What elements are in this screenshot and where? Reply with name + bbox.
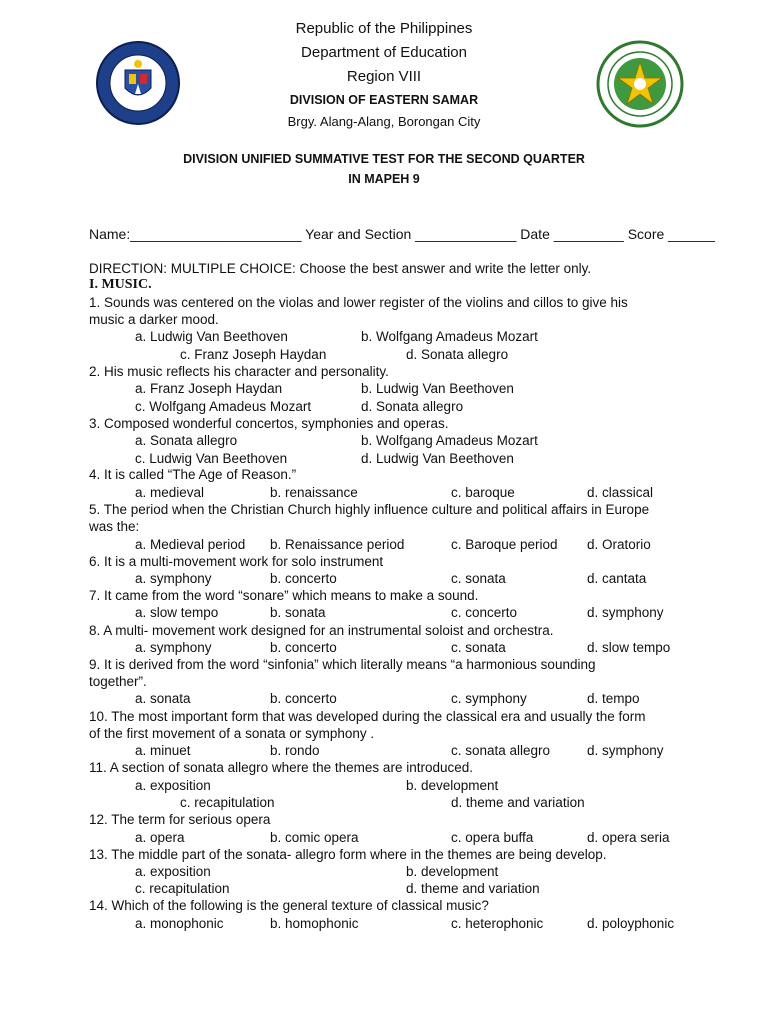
question-5-stem-cont: was the: — [89, 519, 140, 534]
question-2-stem: 2. His music reflects his character and personality. — [89, 364, 389, 379]
question-1-choice-c: c. Franz Joseph Haydan — [180, 347, 327, 362]
question-9-choice-d: d. tempo — [587, 691, 640, 706]
header-republic: Republic of the Philippines — [295, 20, 473, 37]
question-2-choice-b: b. Ludwig Van Beethoven — [361, 381, 514, 396]
question-13-choice-b: b. development — [406, 864, 499, 879]
question-9-choice-a: a. sonata — [135, 691, 191, 706]
question-11-stem: 11. A section of sonata allegro where the themes are introduced. — [89, 760, 473, 775]
question-3-stem: 3. Composed wonderful concertos, symphonies and operas. — [89, 416, 449, 431]
question-6-choice-d: d. cantata — [587, 571, 647, 586]
question-14-choice-d: d. poloyphonic — [587, 916, 675, 931]
question-8-choice-a: a. symphony — [135, 640, 212, 655]
question-7-choice-c: c. concerto — [451, 605, 518, 620]
question-9-choice-b: b. concerto — [270, 691, 337, 706]
question-4-choice-b: b. renaissance — [270, 485, 358, 500]
header-department: Department of Education — [301, 44, 467, 61]
question-7-choice-a: a. slow tempo — [135, 605, 219, 620]
header-region: Region VIII — [346, 68, 422, 85]
question-6-choice-c: c. sonata — [451, 571, 506, 586]
question-3-choice-a: a. Sonata allegro — [135, 433, 238, 448]
question-6-stem: 6. It is a multi-movement work for solo instrument — [89, 554, 384, 569]
direction-text: DIRECTION: MULTIPLE CHOICE: Choose the best answer and write the letter only. — [89, 261, 592, 276]
question-7-choice-d: d. symphony — [587, 605, 664, 620]
question-8-stem: 8. A multi- movement work designed for an instrumental soloist and orchestra. — [89, 623, 554, 638]
section-heading-music: I. MUSIC. — [89, 277, 152, 292]
question-13-choice-a: a. exposition — [135, 864, 211, 879]
question-5-choice-d: d. Oratorio — [587, 537, 651, 552]
question-1-choice-a: a. Ludwig Van Beethoven — [135, 329, 288, 344]
question-8-choice-d: d. slow tempo — [587, 640, 671, 655]
header-division: DIVISION OF EASTERN SAMAR — [289, 93, 479, 107]
question-4-choice-c: c. baroque — [451, 485, 515, 500]
question-8-choice-b: b. concerto — [270, 640, 337, 655]
question-1-choice-b: b. Wolfgang Amadeus Mozart — [361, 329, 538, 344]
question-10-stem: 10. The most important form that was developed during the classical era and usually the form — [89, 709, 646, 724]
question-5-choice-c: c. Baroque period — [451, 537, 558, 552]
question-9-stem: 9. It is derived from the word “sinfonia” which literally means “a harmonious sounding — [89, 657, 596, 672]
question-3-choice-c: c. Ludwig Van Beethoven — [135, 451, 288, 466]
question-4-choice-d: d. classical — [587, 485, 654, 500]
question-4-choice-a: a. medieval — [135, 485, 205, 500]
question-10-choice-b: b. rondo — [270, 743, 320, 758]
question-10-stem-cont: of the first movement of a sonata or symphony . — [89, 726, 375, 741]
question-9-stem-cont: together”. — [89, 674, 147, 689]
question-10-choice-a: a. minuet — [135, 743, 191, 758]
question-12-choice-c: c. opera buffa — [451, 830, 534, 845]
question-12-stem: 12. The term for serious opera — [89, 812, 271, 827]
question-9-choice-c: c. symphony — [451, 691, 527, 706]
question-14-choice-c: c. heterophonic — [451, 916, 544, 931]
question-10-choice-c: c. sonata allegro — [451, 743, 551, 758]
question-7-choice-b: b. sonata — [270, 605, 326, 620]
question-13-stem: 13. The middle part of the sonata- allegro form where in the themes are being develop. — [89, 847, 607, 862]
question-1-stem-cont: music a darker mood. — [89, 312, 219, 327]
question-1-choice-d: d. Sonata allegro — [406, 347, 509, 362]
question-12-choice-b: b. comic opera — [270, 830, 359, 845]
question-5-stem: 5. The period when the Christian Church highly influence culture and political affairs in Europe — [89, 502, 650, 517]
question-2-choice-a: a. Franz Joseph Haydan — [135, 381, 283, 396]
question-5-choice-b: b. Renaissance period — [270, 537, 405, 552]
question-3-choice-d: d. Ludwig Van Beethoven — [361, 451, 514, 466]
question-14-choice-b: b. homophonic — [270, 916, 359, 931]
question-8-choice-c: c. sonata — [451, 640, 506, 655]
question-13-choice-c: c. recapitulation — [135, 881, 230, 896]
question-11-choice-b: b. development — [406, 778, 499, 793]
question-2-choice-c: c. Wolfgang Amadeus Mozart — [135, 399, 312, 414]
question-12-choice-a: a. opera — [135, 830, 185, 845]
question-6-choice-b: b. concerto — [270, 571, 337, 586]
test-title-line2: IN MAPEH 9 — [348, 172, 420, 186]
question-12-choice-d: d. opera seria — [587, 830, 670, 845]
question-11-choice-d: d. theme and variation — [451, 795, 585, 810]
question-11-choice-c: c. recapitulation — [180, 795, 275, 810]
question-4-stem: 4. It is called “The Age of Reason.” — [89, 467, 297, 482]
question-5-choice-a: a. Medieval period — [135, 537, 246, 552]
question-7-stem: 7. It came from the word “sonare” which means to make a sound. — [89, 588, 479, 603]
question-14-stem: 14. Which of the following is the general texture of classical music? — [89, 898, 489, 913]
test-title-line1: DIVISION UNIFIED SUMMATIVE TEST FOR THE SECOND QUARTER — [183, 152, 585, 166]
question-10-choice-d: d. symphony — [587, 743, 664, 758]
question-13-choice-d: d. theme and variation — [406, 881, 540, 896]
student-info-line: Name:______________________ Year and Section _____________ Date _________ Score ______ — [89, 226, 715, 242]
question-11-choice-a: a. exposition — [135, 778, 211, 793]
header-address: Brgy. Alang-Alang, Borongan City — [287, 114, 481, 129]
question-14-choice-a: a. monophonic — [135, 916, 224, 931]
question-6-choice-a: a. symphony — [135, 571, 212, 586]
question-3-choice-b: b. Wolfgang Amadeus Mozart — [361, 433, 538, 448]
question-2-choice-d: d. Sonata allegro — [361, 399, 464, 414]
question-1-stem: 1. Sounds was centered on the violas and lower register of the violins and cillos to give his — [89, 295, 628, 310]
